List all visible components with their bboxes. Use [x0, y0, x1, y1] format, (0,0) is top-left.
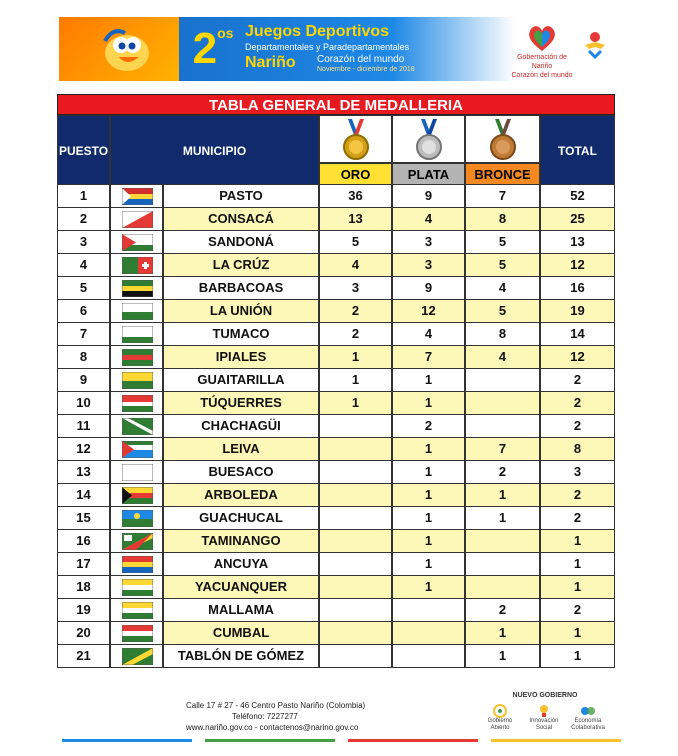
footer-stripe-green [205, 739, 335, 742]
cell-plata: 9 [392, 277, 465, 300]
cell-municipio: SANDONÁ [163, 231, 319, 254]
footer-web: www.nariño.gov.co - contactenos@narino.gov.co [186, 723, 359, 732]
cell-bronce: 2 [465, 461, 540, 484]
cell-total: 13 [540, 231, 615, 254]
cell-municipio: IPIALES [163, 346, 319, 369]
cell-oro [319, 415, 392, 438]
cell-plata: 1 [392, 461, 465, 484]
cell-puesto: 15 [57, 507, 110, 530]
silver-medal-icon [413, 119, 445, 161]
cell-plata [392, 645, 465, 668]
cell-oro [319, 576, 392, 599]
cell-oro [319, 484, 392, 507]
cell-total: 16 [540, 277, 615, 300]
header-municipio: MUNICIPIO [110, 115, 319, 185]
cell-puesto: 3 [57, 231, 110, 254]
cell-puesto: 8 [57, 346, 110, 369]
cell-plata: 3 [392, 254, 465, 277]
cell-total: 8 [540, 438, 615, 461]
cell-municipio: BUESACO [163, 461, 319, 484]
footer-stripe-red [348, 739, 478, 742]
cell-flag [110, 461, 163, 484]
municipality-flag-icon [122, 211, 153, 228]
cell-bronce: 2 [465, 599, 540, 622]
medal-table-body [57, 185, 615, 668]
cell-bronce [465, 530, 540, 553]
municipality-flag-icon [122, 510, 153, 527]
municipality-flag-icon [122, 602, 153, 619]
cell-puesto: 20 [57, 622, 110, 645]
table-row [57, 231, 615, 254]
event-region: Nariño [245, 54, 296, 71]
cell-flag [110, 369, 163, 392]
cell-plata: 2 [392, 415, 465, 438]
cell-municipio: YACUANQUER [163, 576, 319, 599]
municipality-flag-icon [122, 418, 153, 435]
cell-total: 12 [540, 254, 615, 277]
cell-flag [110, 438, 163, 461]
gold-medal-icon [340, 119, 372, 161]
cell-plata: 1 [392, 553, 465, 576]
cell-oro: 1 [319, 392, 392, 415]
cell-flag [110, 553, 163, 576]
cell-bronce: 8 [465, 208, 540, 231]
cell-plata: 4 [392, 208, 465, 231]
cell-bronce: 5 [465, 300, 540, 323]
cell-oro: 2 [319, 323, 392, 346]
cell-puesto: 11 [57, 415, 110, 438]
cell-oro: 3 [319, 277, 392, 300]
cell-plata [392, 622, 465, 645]
cell-bronce: 7 [465, 185, 540, 208]
pillar-social-innovation: Innovación Social [524, 704, 564, 734]
cell-bronce: 4 [465, 346, 540, 369]
cell-bronce: 7 [465, 438, 540, 461]
table-row [57, 553, 615, 576]
cell-puesto: 1 [57, 185, 110, 208]
cell-plata: 1 [392, 484, 465, 507]
cell-total: 19 [540, 300, 615, 323]
municipality-flag-icon [122, 303, 153, 320]
cell-flag [110, 323, 163, 346]
header-oro: ORO [319, 163, 392, 185]
municipality-flag-icon [122, 188, 153, 205]
cell-puesto: 21 [57, 645, 110, 668]
cell-oro [319, 553, 392, 576]
pillar-collaborative-economy: Economía Colaborativa [568, 704, 608, 734]
cell-total: 1 [540, 645, 615, 668]
municipality-flag-icon [122, 372, 153, 389]
bronze-medal-cell [465, 115, 540, 163]
table-title: TABLA GENERAL DE MEDALLERIA [57, 94, 615, 115]
cell-bronce: 1 [465, 507, 540, 530]
sport-logo-icon [579, 27, 611, 63]
table-row [57, 438, 615, 461]
event-tagline: Corazón del mundo [317, 54, 405, 65]
cell-flag [110, 185, 163, 208]
cell-municipio: GUAITARILLA [163, 369, 319, 392]
gold-medal-cell [319, 115, 392, 163]
cell-municipio: CHACHAGÜI [163, 415, 319, 438]
cell-municipio: LEIVA [163, 438, 319, 461]
cell-municipio: GUACHUCAL [163, 507, 319, 530]
cell-total: 25 [540, 208, 615, 231]
cell-total: 1 [540, 530, 615, 553]
cell-plata: 3 [392, 231, 465, 254]
cell-total: 2 [540, 484, 615, 507]
cell-flag [110, 576, 163, 599]
cell-flag [110, 645, 163, 668]
cell-bronce: 1 [465, 484, 540, 507]
table-row [57, 300, 615, 323]
pillar-open-government: Gobierno Abierto [480, 704, 520, 734]
cell-municipio: TÚQUERRES [163, 392, 319, 415]
cell-municipio: TAMINANGO [163, 530, 319, 553]
cell-bronce [465, 576, 540, 599]
municipality-flag-icon [122, 556, 153, 573]
cell-puesto: 17 [57, 553, 110, 576]
cell-total: 2 [540, 507, 615, 530]
table-row [57, 484, 615, 507]
cell-oro [319, 507, 392, 530]
cell-oro [319, 599, 392, 622]
header-puesto: PUESTO [57, 115, 110, 185]
cell-puesto: 13 [57, 461, 110, 484]
cell-oro [319, 622, 392, 645]
municipality-flag-icon [122, 648, 153, 665]
cell-total: 1 [540, 622, 615, 645]
table-row [57, 185, 615, 208]
event-title: Juegos Deportivos [245, 23, 390, 40]
cell-puesto: 9 [57, 369, 110, 392]
footer-address: Calle 17 # 27 - 46 Centro Pasto Nariño (Colombia) [186, 701, 366, 710]
cell-municipio: TUMACO [163, 323, 319, 346]
cell-puesto: 7 [57, 323, 110, 346]
heart-logo-icon [525, 23, 559, 53]
cell-total: 2 [540, 599, 615, 622]
cell-flag [110, 277, 163, 300]
municipality-flag-icon [122, 326, 153, 343]
cell-total: 14 [540, 323, 615, 346]
table-row [57, 369, 615, 392]
table-row [57, 346, 615, 369]
table-row [57, 392, 615, 415]
cell-flag [110, 300, 163, 323]
cell-oro: 13 [319, 208, 392, 231]
table-row [57, 254, 615, 277]
cell-plata: 1 [392, 576, 465, 599]
cell-municipio: ANCUYA [163, 553, 319, 576]
municipality-flag-icon [122, 349, 153, 366]
event-banner [59, 17, 615, 81]
cell-total: 2 [540, 415, 615, 438]
social-innovation-icon [536, 704, 552, 718]
table-row [57, 208, 615, 231]
cell-plata: 9 [392, 185, 465, 208]
cell-total: 2 [540, 392, 615, 415]
municipality-flag-icon [122, 464, 153, 481]
cell-flag [110, 415, 163, 438]
header-total: TOTAL [540, 115, 615, 185]
cell-flag [110, 231, 163, 254]
footer-stripe-yellow [491, 739, 621, 742]
cell-flag [110, 622, 163, 645]
new-government-title: NUEVO GOBIERNO [512, 692, 578, 699]
event-subtitle: Departamentales y Paradepartamentales [245, 42, 410, 52]
cell-bronce: 5 [465, 231, 540, 254]
cell-municipio: BARBACOAS [163, 277, 319, 300]
cell-plata: 1 [392, 369, 465, 392]
municipality-flag-icon [122, 579, 153, 596]
cell-bronce: 4 [465, 277, 540, 300]
cell-total: 12 [540, 346, 615, 369]
cell-plata: 4 [392, 323, 465, 346]
bronze-medal-icon [487, 119, 519, 161]
cell-municipio: CONSACÁ [163, 208, 319, 231]
cell-municipio: ARBOLEDA [163, 484, 319, 507]
cell-puesto: 16 [57, 530, 110, 553]
cell-bronce: 8 [465, 323, 540, 346]
cell-bronce: 1 [465, 622, 540, 645]
table-row [57, 277, 615, 300]
cell-municipio: MALLAMA [163, 599, 319, 622]
table-row [57, 530, 615, 553]
footer-contact [186, 700, 386, 734]
collaborative-economy-icon [580, 704, 596, 718]
cell-oro: 2 [319, 300, 392, 323]
cell-plata: 12 [392, 300, 465, 323]
cell-puesto: 4 [57, 254, 110, 277]
municipality-flag-icon [122, 395, 153, 412]
event-dates: Noviembre - diciembre de 2018 [317, 66, 415, 73]
cell-oro [319, 530, 392, 553]
footer-phone: Teléfono: 7227277 [232, 712, 298, 721]
cell-bronce [465, 553, 540, 576]
municipality-flag-icon [122, 625, 153, 642]
edition-number: $2^{os}$ [192, 24, 234, 73]
cell-oro [319, 645, 392, 668]
cell-municipio: LA UNIÓN [163, 300, 319, 323]
cell-flag [110, 507, 163, 530]
cell-plata: 1 [392, 507, 465, 530]
cell-oro: 1 [319, 346, 392, 369]
municipality-flag-icon [122, 234, 153, 251]
cell-bronce [465, 392, 540, 415]
cell-flag [110, 484, 163, 507]
cell-oro: 36 [319, 185, 392, 208]
cell-plata: 1 [392, 392, 465, 415]
cell-flag [110, 530, 163, 553]
table-row [57, 645, 615, 668]
cell-plata [392, 599, 465, 622]
cell-puesto: 5 [57, 277, 110, 300]
cell-bronce [465, 369, 540, 392]
cell-puesto: 14 [57, 484, 110, 507]
cell-municipio: CUMBAL [163, 622, 319, 645]
new-government-logo [480, 692, 610, 736]
table-row [57, 461, 615, 484]
cell-oro: 4 [319, 254, 392, 277]
cell-total: 1 [540, 576, 615, 599]
cell-flag [110, 208, 163, 231]
cell-puesto: 2 [57, 208, 110, 231]
open-government-icon [492, 704, 508, 718]
cell-plata: 1 [392, 438, 465, 461]
cell-oro [319, 438, 392, 461]
table-row [57, 576, 615, 599]
cell-puesto: 10 [57, 392, 110, 415]
cell-municipio: LA CRÚZ [163, 254, 319, 277]
footer-stripe-blue [62, 739, 192, 742]
mascot-bird-icon [99, 23, 155, 75]
cell-flag [110, 346, 163, 369]
cell-total: 3 [540, 461, 615, 484]
cell-puesto: 18 [57, 576, 110, 599]
cell-municipio: TABLÓN DE GÓMEZ [163, 645, 319, 668]
cell-flag [110, 254, 163, 277]
cell-puesto: 12 [57, 438, 110, 461]
table-row [57, 415, 615, 438]
cell-municipio: PASTO [163, 185, 319, 208]
cell-puesto: 6 [57, 300, 110, 323]
municipality-flag-icon [122, 257, 153, 274]
table-row [57, 599, 615, 622]
cell-bronce: 5 [465, 254, 540, 277]
municipality-flag-icon [122, 280, 153, 297]
government-name: Gobernación de Nariño Corazón del mundo [511, 54, 573, 79]
municipality-flag-icon [122, 533, 153, 550]
table-row [57, 507, 615, 530]
cell-total: 1 [540, 553, 615, 576]
cell-oro: 5 [319, 231, 392, 254]
table-row [57, 323, 615, 346]
cell-bronce [465, 415, 540, 438]
cell-oro [319, 461, 392, 484]
municipality-flag-icon [122, 487, 153, 504]
municipality-flag-icon [122, 441, 153, 458]
cell-plata: 7 [392, 346, 465, 369]
cell-total: 2 [540, 369, 615, 392]
silver-medal-cell [392, 115, 465, 163]
cell-puesto: 19 [57, 599, 110, 622]
cell-flag [110, 599, 163, 622]
header-bronce: BRONCE [465, 163, 540, 185]
cell-total: 52 [540, 185, 615, 208]
cell-bronce: 1 [465, 645, 540, 668]
header-plata: PLATA [392, 163, 465, 185]
cell-flag [110, 392, 163, 415]
cell-plata: 1 [392, 530, 465, 553]
table-row [57, 622, 615, 645]
cell-oro: 1 [319, 369, 392, 392]
